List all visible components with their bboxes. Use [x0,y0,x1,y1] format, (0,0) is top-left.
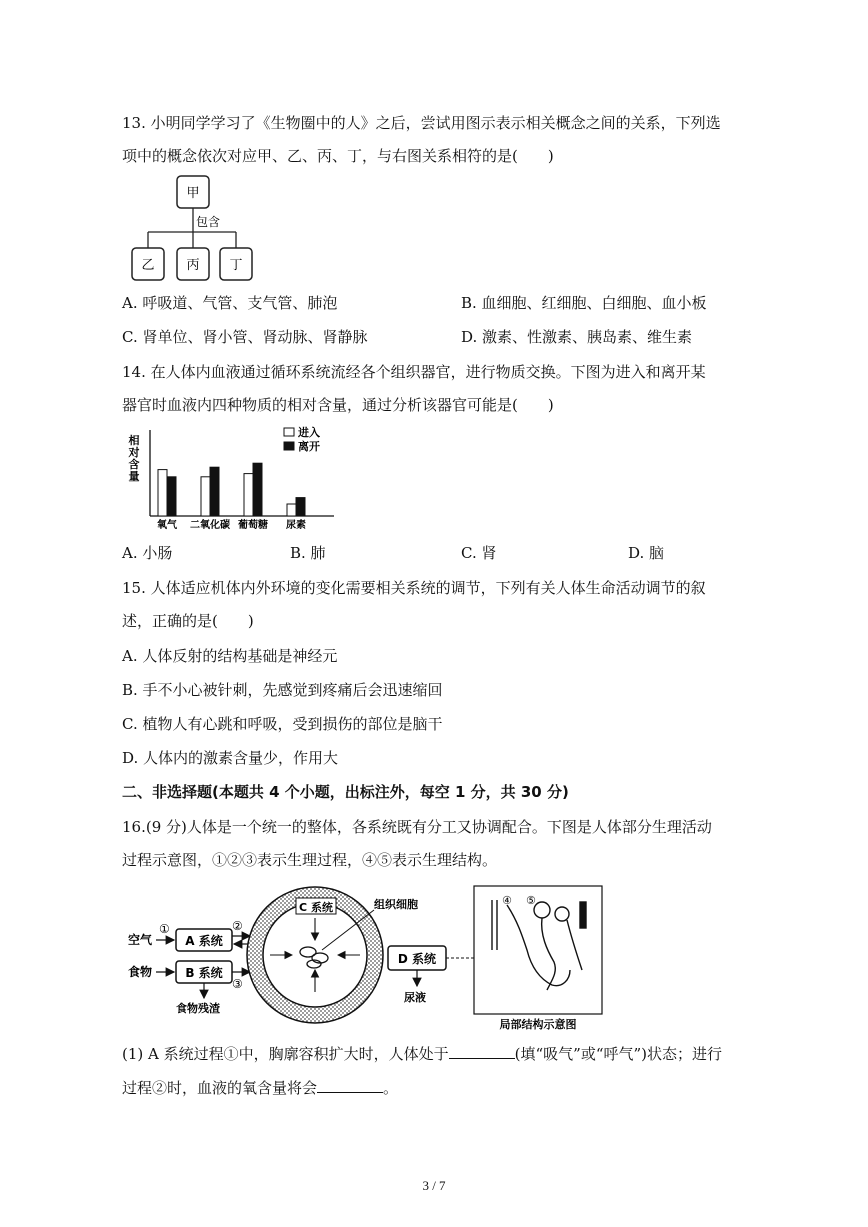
marker-2: ② [232,919,243,933]
q16-sub1-part1: (1) A 系统过程①中，胸廓容积扩大时，人体处于 [122,1045,449,1063]
page-number: 3 / 7 [422,1178,446,1193]
food-label: 食物 [128,965,153,979]
q16-sub1-line2 [122,1078,398,1098]
q15-line2: 述，正确的是( ) [122,612,254,630]
marker-5: ⑤ [526,894,536,907]
bar-leave-2 [253,463,262,516]
x-tick-label-2: 葡萄糖 [238,520,268,531]
q14-line2: 器官时血液内四种物质的相对含量，通过分析该器官可能是( ) [122,396,554,414]
food-residue-label: 食物残渣 [176,1002,220,1015]
marker-4: ④ [502,894,512,907]
bar-leave-3 [296,498,305,516]
q16-sub1-line2-part1: 过程②时，血液的氧含量将会 [122,1079,318,1097]
q16-line2: 过程示意图，①②③表示生理过程，④⑤表示生理结构。 [122,851,498,869]
bar-enter-1 [201,477,210,516]
a-system-label: A 系统 [185,934,223,948]
node-jia-label: 甲 [186,186,200,201]
x-tick-label-3: 尿素 [286,520,306,531]
q14-option-a: A. 小肠 [122,544,173,562]
q16-sub1-line2-part2: 。 [383,1079,399,1097]
bar-enter-2 [244,474,253,516]
q14-line1: 14. 在人体内血液通过循环系统流经各个组织器官，进行物质交换。下图为进入和离开某 [122,363,706,381]
b-system-label: B 系统 [185,966,223,980]
section-heading: 二、非选择题(本题共 4 个小题，出标注外，每空 1 分，共 30 分) [122,783,569,801]
q15-option-b: B. 手不小心被针刺，先感觉到疼痛后会迅速缩回 [122,681,443,699]
q13-option-a: A. 呼吸道、气管、支气管、肺泡 [122,294,338,312]
node-yi-label: 乙 [141,258,155,273]
q13-option-d: D. 激素、性激素、胰岛素、维生素 [461,328,693,346]
bar-leave-1 [210,467,219,516]
bar-enter-3 [287,504,296,516]
node-ding-label: 丁 [229,258,243,273]
q14-bar-chart [122,422,342,534]
d-system-label: D 系统 [397,952,437,966]
q16-line1: 16.(9 分)人体是一个统一的整体，各系统既有分工又协调配合。下图是人体部分生理活动 [122,818,712,836]
x-tick-label-0: 氧气 [157,520,177,531]
q15-option-c: C. 植物人有心跳和呼吸，受到损伤的部位是脑干 [122,715,443,733]
q16-sub1-part2: (填“吸气”或“呼气”)状态；进行 [514,1045,723,1063]
q13-option-b: B. 血细胞、红细胞、白细胞、血小板 [461,294,707,312]
bar-enter-0 [158,470,167,516]
x-tick-label-1: 二氧化碳 [190,520,230,531]
legend-label-leave: 离开 [298,440,320,453]
legend-label-enter: 进入 [298,426,320,439]
marker-3: ③ [232,977,243,991]
q13-line2: 项中的概念依次对应甲、乙、丙、丁，与右图关系相符的是( ) [122,147,554,165]
air-label: 空气 [128,933,153,947]
tissue-cell-label: 组织细胞 [374,898,418,911]
y-axis-label: 相对含量 [128,434,140,483]
answer-blank-2[interactable] [317,1078,383,1093]
q13-line1: 13. 小明同学学习了《生物圈中的人》之后，尝试用图示表示相关概念之间的关系，下列选 [122,114,721,132]
node-bing-label: 丙 [186,258,200,273]
legend-swatch-leave [284,442,294,450]
legend [284,425,320,453]
legend-swatch-enter [284,428,294,436]
q14-option-d: D. 脑 [628,544,665,562]
q14-option-c: C. 肾 [461,544,497,562]
q16-physiology-diagram [122,880,612,1035]
q15-option-a: A. 人体反射的结构基础是神经元 [122,647,338,665]
relation-label: 包含 [196,215,221,229]
q15-option-d: D. 人体内的激素含量少，作用大 [122,749,339,767]
q15-line1: 15. 人体适应机体内外环境的变化需要相关系统的调节，下列有关人体生命活动调节的叙 [122,579,706,597]
q16-sub1-line1 [122,1044,722,1064]
c-system-label: C 系统 [299,901,333,914]
marker-1: ① [159,922,170,936]
answer-blank-1[interactable] [449,1044,515,1059]
q13-option-c: C. 肾单位、肾小管、肾动脉、肾静脉 [122,328,368,346]
local-structure-label: 局部结构示意图 [499,1018,577,1031]
bar-leave-0 [167,477,176,516]
q13-concept-diagram [122,170,272,290]
q14-option-b: B. 肺 [290,544,326,562]
urine-label: 尿液 [404,991,426,1004]
